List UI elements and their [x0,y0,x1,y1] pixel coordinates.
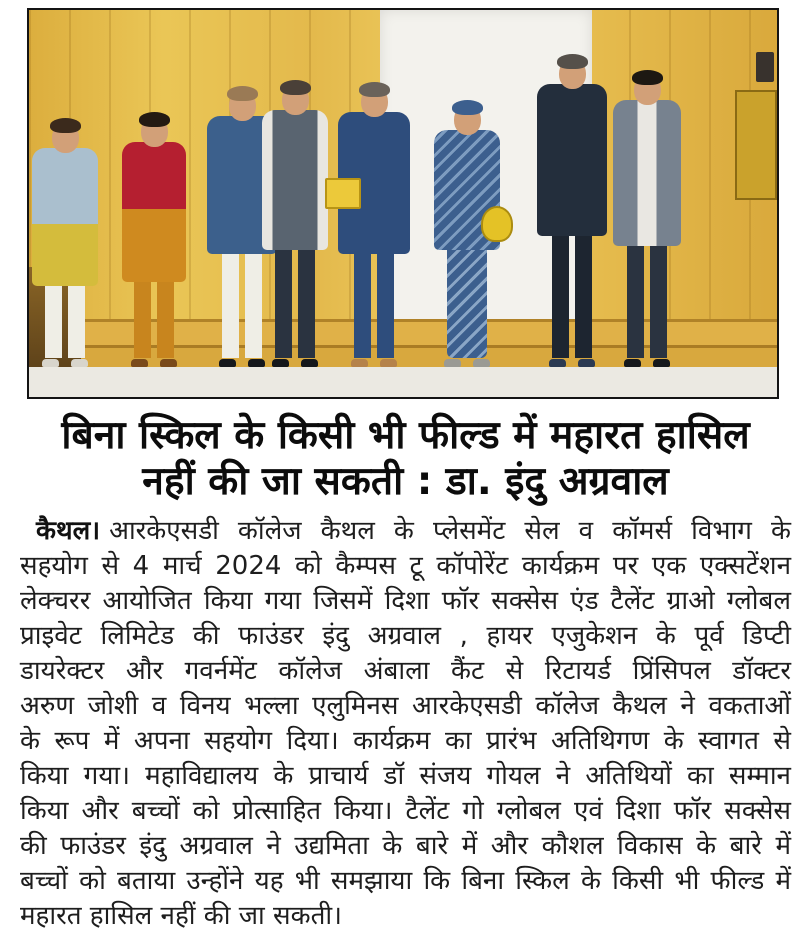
person-6-saree [447,250,487,358]
person-figure-4 [262,84,328,367]
body-line-9: किया और बच्चों को प्रोत्साहित किया। टैलेंट गो ग्लोबल एवं दिशा फॉर सक्सेस [20,796,791,827]
person-figure-5 [338,86,410,367]
person-7-feet [549,359,595,367]
event-photo [27,8,779,399]
person-5-feet [351,359,397,367]
body-line-3: लेक्चरर आयोजित किया गया जिसमें दिशा फॉर सक्सेस एंड टैलेंट ग्राओ ग्लोबल [20,586,791,617]
body-line-1 [20,514,791,549]
person-6-head [454,104,481,135]
article-body [20,514,791,934]
dateline: कैथल। [36,516,101,547]
person-1-head [52,122,79,153]
body-line-11: बच्चों को बताया उन्होंने यह भी समझाया कि बिना स्किल के किसी भी फील्ड में [20,866,791,897]
person-2-feet [131,359,177,367]
person-2-torso [122,142,186,282]
person-7-head [559,58,586,89]
person-3-feet [219,359,265,367]
person-1-feet [42,359,88,367]
person-1-legs [45,286,85,358]
person-8-torso [613,100,681,246]
body-line-1-text: आरकेएसडी कॉलेज कैथल के प्लेसमेंट सेल व कॉमर्स विभाग के [109,516,791,547]
person-figure-1 [32,122,98,367]
person-8-feet [624,359,670,367]
award-plaque [325,178,361,209]
person-6-feet [444,359,490,367]
body-line-4: प्राइवेट लिमिटेड की फाउंडर इंदु अग्रवाल , हायर एजुकेशन के पूर्व डिप्टी [20,621,791,652]
person-figure-2 [122,116,186,367]
person-2-head [141,116,168,147]
floor [29,367,777,397]
person-7-torso [537,84,607,236]
person-3-legs [222,254,262,358]
headline-line-1: बिना स्किल के किसी भी फील्ड में महारत हासिल [61,413,750,458]
body-line-12: महारत हासिल नहीं की जा सकती। [20,901,342,932]
headline-line-2: नहीं की जा सकती : डा. इंदु अग्रवाल [142,459,669,505]
person-3-head [229,90,256,121]
person-5-legs [354,254,394,358]
person-2-legs [134,282,174,358]
article-headline [14,413,797,505]
person-7-legs [552,236,592,358]
wall-cabinet [735,90,777,200]
person-5-head [361,86,388,117]
body-line-7: के रूप में अपना सहयोग दिया। कार्यक्रम का प्रारंभ अतिथिगण के स्वागत से [20,726,791,757]
body-line-2: सहयोग से 4 मार्च 2024 को कैम्पस टू कॉपोरेंट कार्यक्रम पर एक एक्सटेंशन [20,551,791,582]
person-4-torso [262,110,328,250]
wall-speaker [756,52,774,82]
body-line-6: अरुण जोशी व विनय भल्ला एलुमिनस आरकेएसडी कॉलेज कैथल ने वकताओं [20,691,791,722]
body-line-8: किया गया। महाविद्यालय के प्राचार्य डॉ संजय गोयल ने अतिथियों का सम्मान [20,761,791,792]
person-4-head [282,84,309,115]
flower-bouquet [481,206,513,242]
person-4-feet [272,359,318,367]
body-line-10: की फाउंडर इंदु अग्रवाल ने उद्यमिता के बारे में और कौशल विकास के बारे में [20,831,791,862]
person-4-legs [275,250,315,358]
person-1-torso [32,148,98,286]
person-8-head [634,74,661,105]
person-figure-7 [537,58,607,367]
person-8-legs [627,246,667,358]
person-figure-8 [613,74,681,367]
body-line-5: डायरेक्टर और गवर्नमेंट कॉलेज अंबाला कैंट से रिटायर्ड प्रिंसिपल डॉक्टर [20,656,791,687]
